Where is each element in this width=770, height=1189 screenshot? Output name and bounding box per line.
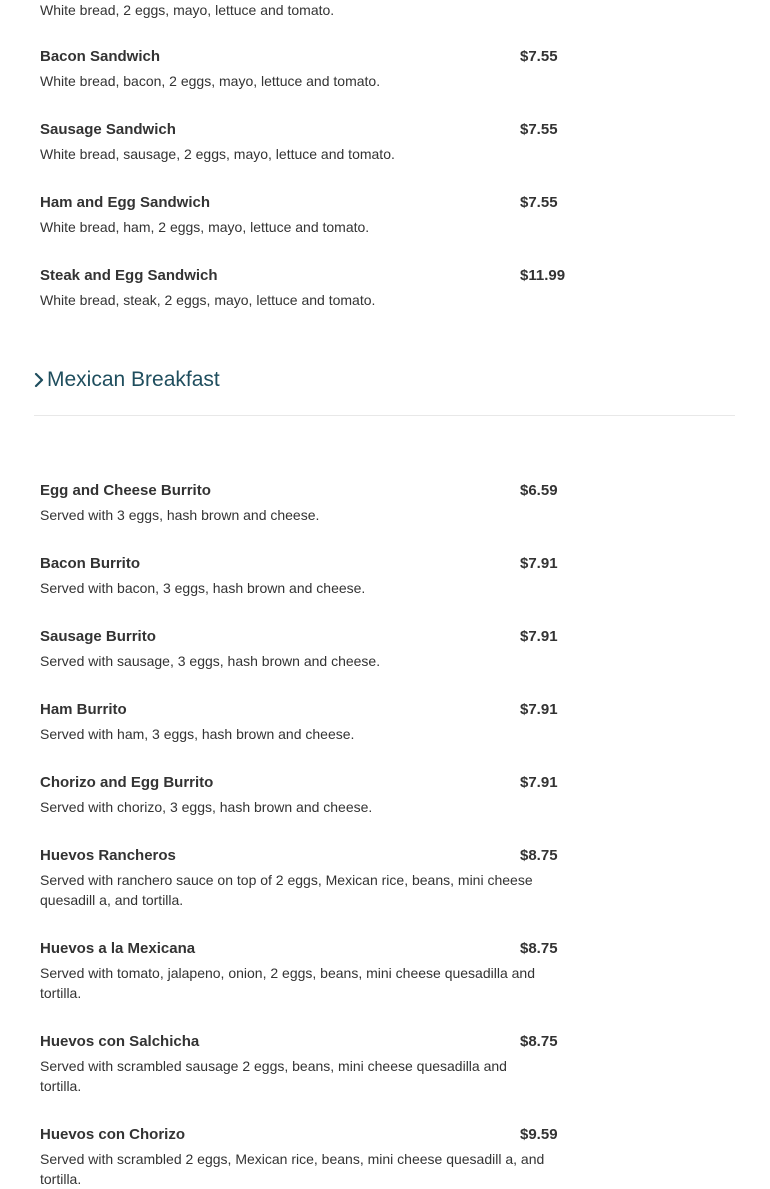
menu-item-description: White bread, 2 eggs, mayo, lettuce and tomato. [40, 2, 335, 18]
menu-item-description: White bread, steak, 2 eggs, mayo, lettuce and tomato. [40, 292, 376, 308]
menu-item-description: Served with tomato, jalapeno, onion, 2 eggs, beans, mini cheese quesadilla and tortilla. [40, 965, 535, 1001]
menu-item-name: Sausage Sandwich [40, 121, 176, 138]
menu-item-description: White bread, bacon, 2 eggs, mayo, lettuce and tomato. [40, 73, 381, 89]
menu-item-name: Bacon Burrito [40, 555, 141, 572]
menu-item-name: Ham Burrito [40, 701, 127, 718]
menu-item-name: Egg and Cheese Burrito [40, 482, 211, 499]
menu-item-name: Huevos a la Mexicana [40, 940, 196, 957]
chevron-right-icon [34, 372, 44, 388]
menu-item-name: Steak and Egg Sandwich [40, 267, 218, 284]
menu-item-description: Served with bacon, 3 eggs, hash brown and cheese. [40, 580, 366, 596]
menu-item-price: $9.59 [520, 1126, 558, 1143]
menu-item-name: Huevos Rancheros [40, 847, 176, 864]
menu-item-description: White bread, sausage, 2 eggs, mayo, lettuce and tomato. [40, 146, 395, 162]
menu-item-description: Served with chorizo, 3 eggs, hash brown and cheese. [40, 799, 373, 815]
menu-item-price: $6.59 [520, 482, 558, 499]
section-title: Mexican Breakfast [47, 368, 220, 391]
menu-item-description: Served with ranchero sauce on top of 2 eggs, Mexican rice, beans, mini cheese quesadill a, and tortilla. [40, 872, 533, 908]
menu-item-price: $8.75 [520, 847, 558, 864]
menu-item-name: Sausage Burrito [40, 628, 156, 645]
menu-item-price: $8.75 [520, 940, 558, 957]
menu-item-price: $7.55 [520, 194, 558, 211]
menu-item-name: Huevos con Chorizo [40, 1126, 186, 1143]
menu-item-price: $7.91 [520, 628, 558, 645]
menu-item-price: $8.75 [520, 1033, 558, 1050]
menu-item-price: $7.91 [520, 555, 558, 572]
menu-item-description: White bread, ham, 2 eggs, mayo, lettuce and tomato. [40, 219, 370, 235]
menu-item-price: $7.55 [520, 121, 558, 138]
section-header-mexican-breakfast[interactable] [34, 362, 735, 416]
menu-item-name: Bacon Sandwich [40, 48, 161, 65]
menu-item-price: $7.91 [520, 701, 558, 718]
menu-item-description: Served with scrambled sausage 2 eggs, beans, mini cheese quesadilla and tortilla. [40, 1058, 507, 1094]
menu-item-price: $7.91 [520, 774, 558, 791]
menu-item-description: Served with 3 eggs, hash brown and cheese. [40, 507, 320, 523]
menu-item-description: Served with sausage, 3 eggs, hash brown and cheese. [40, 653, 381, 669]
menu-item-description: Served with ham, 3 eggs, hash brown and cheese. [40, 726, 355, 742]
menu-item-price: $11.99 [520, 267, 566, 284]
menu-item-price: $7.55 [520, 48, 558, 65]
menu-item-name: Huevos con Salchicha [40, 1033, 200, 1050]
menu-item-name: Chorizo and Egg Burrito [40, 774, 214, 791]
menu-item-name: Ham and Egg Sandwich [40, 194, 211, 211]
menu-item-description: Served with scrambled 2 eggs, Mexican rice, beans, mini cheese quesadill a, and tortilla. [40, 1151, 545, 1187]
